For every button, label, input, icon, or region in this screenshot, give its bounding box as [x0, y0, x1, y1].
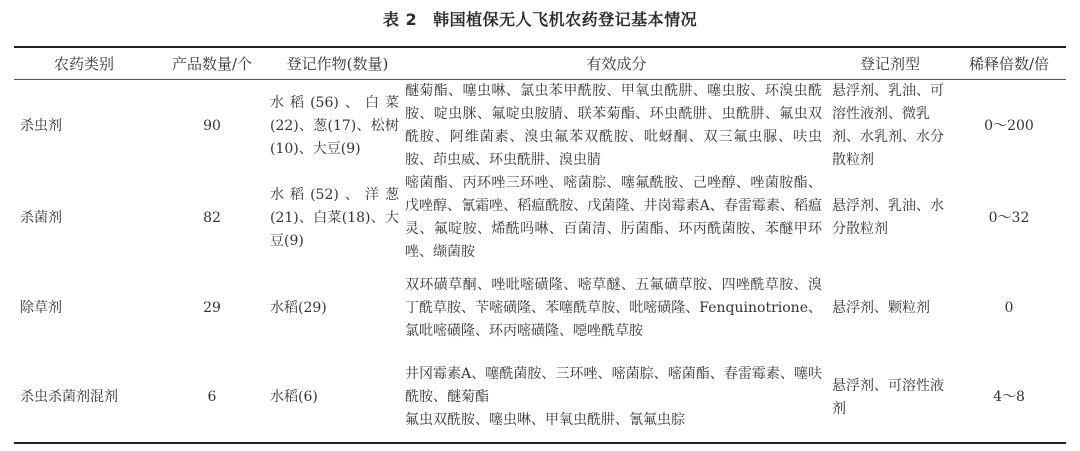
cell-count: 82 — [203, 209, 221, 226]
cell-type: 杀虫剂 — [20, 117, 62, 134]
cell-count: 90 — [203, 117, 221, 134]
cell-dilution: 0～32 — [988, 209, 1030, 226]
cell-ingredients: 双环磺草酮、唑吡嘧磺隆、嘧草醚、五氟磺草胺、四唑酰草胺、溴丁酰草胺、苄嘧磺隆、苯噻酰草胺、吡嘧磺隆、Fenquinotrione、氯吡嘧磺隆、环丙嘧磺隆、噁唑酰草胺 — [405, 277, 822, 340]
cell-count: 29 — [203, 300, 221, 317]
header-crops: 登记作物(数量) — [270, 47, 405, 80]
table-row — [14, 264, 1066, 354]
cell-ingredients: 嘧菌酯、丙环唑三环唑、嘧菌腙、噻氟酰胺、己唑醇、唑菌胺酯、戊唑醇、氰霜唑、稻瘟酰胺、戊菌隆、井岗霉素A、春雷霉素、稻瘟灵、氟啶胺、烯酰吗啉、百菌清、肟菌酯、环丙酰菌胺、苯醚甲环唑、缬菌胺 — [405, 175, 822, 260]
table-caption-title: 韩国植保无人飞机农药登记基本情况 — [433, 10, 698, 29]
cell-crops: 水稻(6) — [270, 389, 318, 406]
cell-type: 杀菌剂 — [20, 209, 62, 226]
table-caption — [0, 7, 1080, 30]
cell-formulation: 悬浮剂、乳油、水分散粒剂 — [832, 198, 944, 237]
table-row — [14, 354, 1066, 444]
cell-dilution: 0～200 — [984, 117, 1034, 134]
cell-crops: 水稻(29) — [270, 300, 327, 317]
cell-formulation: 悬浮剂、乳油、可溶性液剂、微乳剂、水乳剂、水分散粒剂 — [832, 83, 944, 168]
cell-formulation: 悬浮剂、可溶性液剂 — [832, 377, 944, 417]
table-header-row — [14, 47, 1066, 80]
cell-crops: 水稻(56)、白菜(22)、葱(17)、松树(10)、大豆(9) — [270, 94, 399, 157]
header-dilution: 稀释倍数/倍 — [952, 47, 1066, 80]
cell-dilution: 0 — [1004, 300, 1014, 317]
cell-dilution: 4～8 — [993, 389, 1025, 406]
header-ingredients: 有效成分 — [405, 47, 828, 80]
pesticide-registration-table — [14, 46, 1066, 444]
cell-crops: 水稻(52)、洋葱(21)、白菜(18)、大豆(9) — [270, 186, 399, 249]
table-row — [14, 172, 1066, 264]
header-type: 农药类别 — [14, 47, 154, 80]
cell-ingredients: 井冈霉素A、噻酰菌胺、三环唑、嘧菌腙、嘧菌酯、春雷霉素、噻呋酰胺、醚菊酯 氟虫双酰胺、噻虫啉、甲氧虫酰肼、氰氟虫腙 — [405, 366, 822, 429]
cell-type: 杀虫杀菌剂混剂 — [20, 389, 118, 406]
cell-type: 除草剂 — [20, 300, 62, 317]
table-row — [14, 80, 1066, 173]
cell-count: 6 — [207, 389, 217, 406]
cell-ingredients: 醚菊酯、噻虫啉、氯虫苯甲酰胺、甲氧虫酰肼、噻虫胺、环溴虫酰胺、啶虫脒、氟啶虫胺腈、联苯菊酯、环虫酰肼、虫酰肼、氟虫双酰胺、阿维菌素、溴虫氟苯双酰胺、吡蚜酮、双三氟虫脲、呋虫胺、茚虫威、环虫酰肼、溴虫腈 — [405, 83, 822, 168]
cell-formulation: 悬浮剂、颗粒剂 — [832, 300, 930, 317]
header-count: 产品数量/个 — [154, 47, 270, 80]
header-formulation: 登记剂型 — [828, 47, 952, 80]
table-caption-label: 表 2 — [382, 10, 418, 29]
